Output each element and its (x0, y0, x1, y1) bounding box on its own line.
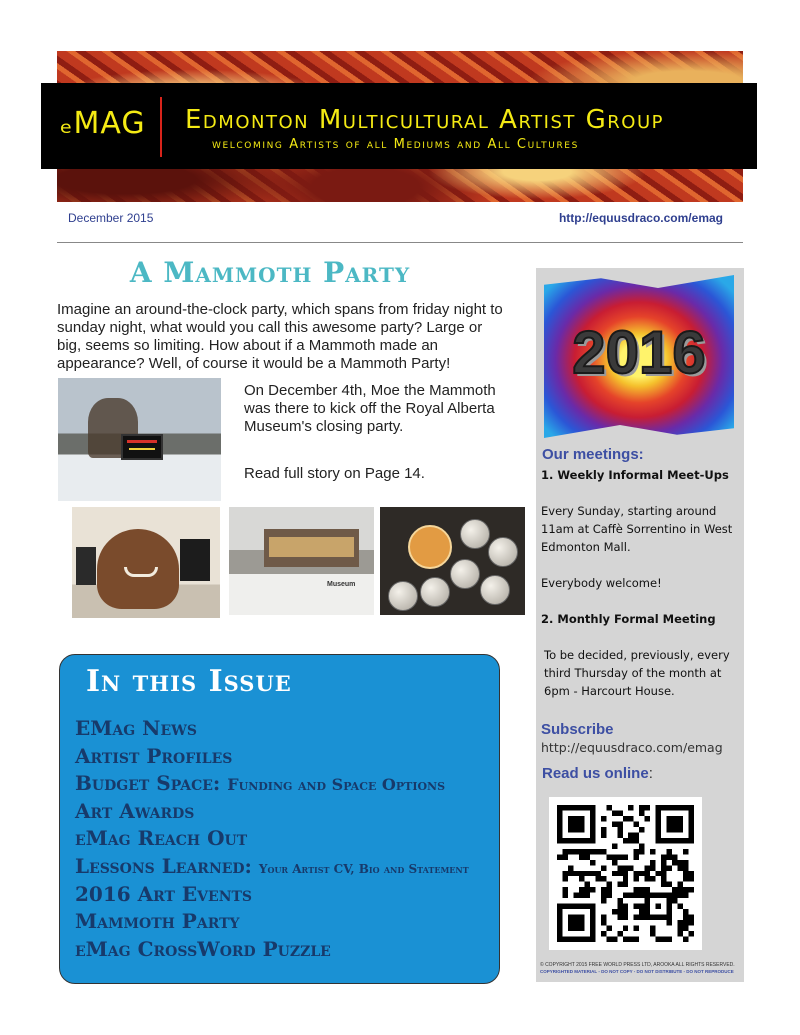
qr-code-icon[interactable] (557, 805, 694, 942)
museum-sign-photo (58, 378, 221, 501)
toc-item[interactable]: Mammoth Party (75, 909, 240, 934)
issue-date: December 2015 (68, 211, 154, 225)
toc-list (75, 715, 495, 963)
toc-item[interactable]: Budget Space: Funding and Space Options (75, 771, 446, 796)
copyright-notice: © COPYRIGHT 2015 FREE WORLD PRESS LTD, AROOKA ALL RIGHTS RESERVED. (540, 962, 735, 968)
copyright-warning: COPYRIGHTED MATERIAL - DO NOT COPY - DO NOT DISTRIBUTE - DO NOT REPRODUCE (540, 969, 734, 974)
meetings-heading: Our meetings: (542, 446, 644, 463)
toc-heading: In this Issue (86, 664, 292, 699)
meeting1-title: 1. Weekly Informal Meet-Ups (541, 468, 729, 482)
year-text: 2016 (572, 319, 706, 386)
header-divider (57, 242, 743, 243)
logo-divider (160, 97, 162, 157)
toc-item[interactable]: Lessons Learned: Your Artist CV, Bio and Statement (75, 853, 469, 878)
toc-item[interactable]: eMag CrossWord Puzzle (75, 936, 331, 961)
buttons-photo (380, 507, 525, 615)
meeting2-text: To be decided, previously, every third Thursday of the month at 6pm - Harcourt House. (544, 648, 730, 698)
toc-item[interactable]: Artist Profiles (75, 743, 233, 768)
read-more-link[interactable]: Read full story on Page 14. (244, 465, 425, 482)
toc-item[interactable]: eMag Reach Out (75, 826, 248, 851)
museum-rendering-photo (229, 507, 374, 615)
toc-item[interactable]: 2016 Art Events (75, 881, 253, 906)
article-intro: Imagine an around-the-clock party, which spans from friday night to sunday night, what would you call this awesome party? Large or big, seems so limiting. How about if a Mammoth made an appearance? Well, of course it would be a Mammoth Party! (57, 301, 503, 372)
toc-item[interactable]: EMag News (75, 716, 197, 740)
subscribe-heading: Subscribe (541, 721, 614, 738)
emag-logo: ₑMAG (60, 106, 146, 141)
read-online-heading: Read us online: (542, 765, 653, 782)
rendering-caption: Museum (327, 581, 356, 588)
toc-item[interactable]: Art Awards (75, 798, 195, 823)
meeting2-title: 2. Monthly Formal Meeting (541, 612, 716, 626)
site-url-link[interactable]: http://equusdraco.com/emag (558, 211, 723, 225)
group-tagline: welcoming Artists of all Mediums and All Cultures (212, 137, 579, 152)
meeting1-text: Every Sunday, starting around 11am at Caffè Sorrentino in West Edmonton Mall. (541, 504, 733, 554)
mammoth-photo (72, 507, 220, 618)
article-title: A Mammoth Party (129, 256, 411, 289)
meeting1-note: Everybody welcome! (541, 576, 662, 590)
article-body: On December 4th, Moe the Mammoth was there to kick off the Royal Alberta Museum's closing party. (244, 382, 496, 435)
subscribe-url-link[interactable]: http://equusdraco.com/emag (541, 740, 723, 755)
group-name: Edmonton Multicultural Artist Group (185, 105, 664, 135)
